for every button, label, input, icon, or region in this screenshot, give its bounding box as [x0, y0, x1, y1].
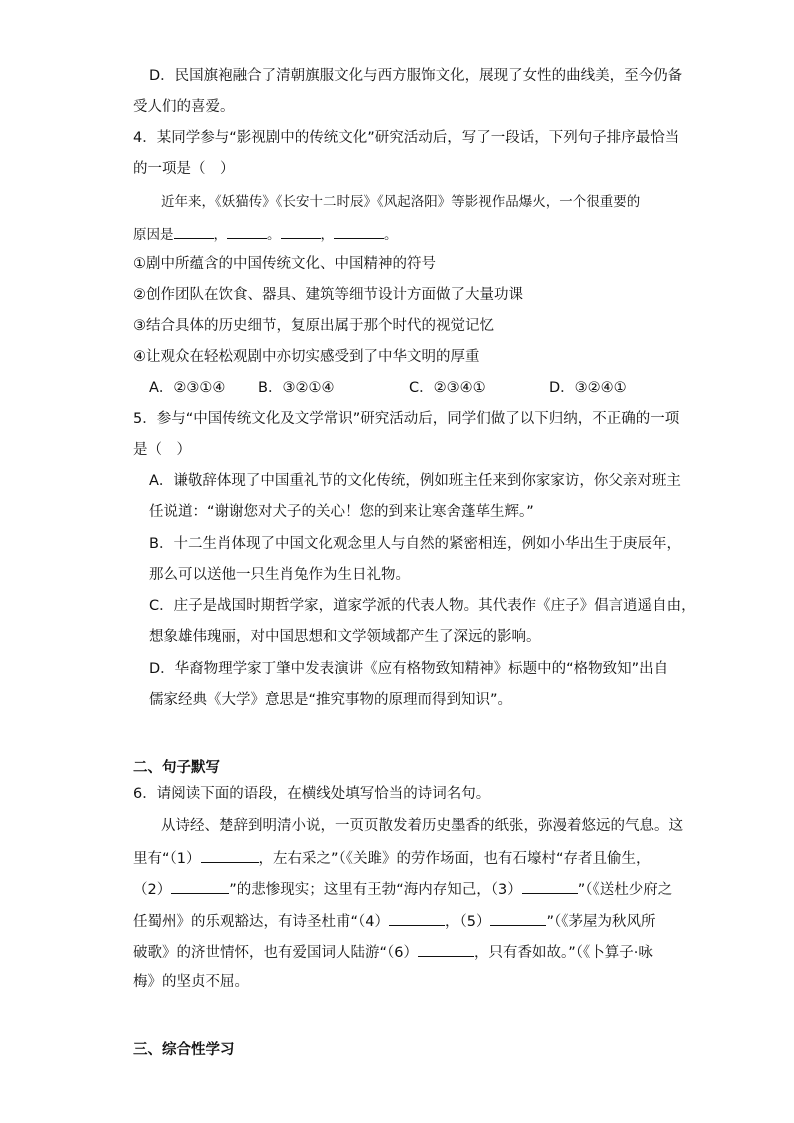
q4-option-a: A．②③①④ — [149, 380, 226, 396]
q4-blank-1 — [174, 223, 214, 239]
q6-passage-line2 — [133, 847, 651, 869]
q6-text: 里有“（1） — [133, 851, 201, 867]
q6-passage-line4 — [133, 910, 656, 932]
q4-item-1: ①剧中所蕴含的中国传统文化、中国精神的符号 — [133, 256, 436, 272]
q4-option-b: B．③②①④ — [258, 380, 335, 396]
q6-passage-line5 — [133, 941, 653, 963]
q4-item-4: ④让观众在轻松观剧中亦切实感受到了中华文明的厚重 — [133, 349, 480, 365]
q4-passage-prefix: 原因是 — [133, 227, 174, 243]
q5-option-d-line2: 儒家经典《大学》意思是“推究事物的原理而得到知识”。 — [149, 692, 513, 708]
section-3-title: 三、综合性学习 — [133, 1042, 235, 1058]
q6-text: ”的悲惨现实；这里有王勃“海内存知己，（3） — [229, 882, 522, 898]
q6-blank-1 — [201, 847, 259, 863]
q6-blank-4 — [389, 910, 445, 926]
q4-blank-4 — [334, 223, 384, 239]
q4-blank-3 — [281, 223, 321, 239]
q6-blank-2 — [171, 878, 229, 894]
q6-text: ，（5） — [445, 914, 491, 930]
q4-stem-line1: 4．某同学参与“影视剧中的传统文化”研究活动后，写了一段话，下列句子排序最恰当 — [133, 130, 680, 146]
q4-item-2: ②创作团队在饮食、器具、建筑等细节设计方面做了大量功课 — [133, 287, 523, 303]
q3-option-d-line2: 受人们的喜爱。 — [133, 99, 235, 115]
q4-blank-2 — [227, 223, 267, 239]
q6-passage-line6: 梅》的坚贞不屈。 — [133, 974, 249, 990]
q5-option-c-line1: C．庄子是战国时期哲学家，道家学派的代表人物。其代表作《庄子》倡言逍遥自由， — [149, 598, 696, 614]
q5-option-c-line2: 想象雄伟瑰丽，对中国思想和文学领域都产生了深远的影响。 — [149, 629, 541, 645]
q5-option-a-line2: 任说道：“谢谢您对犬子的关心！您的到来让寒舍蓬荜生辉。” — [149, 504, 534, 520]
q6-passage-line1: 从诗经、楚辞到明清小说，一页页散发着历史墨香的纸张，弥漫着悠远的气息。这 — [161, 818, 683, 834]
q4-passage-line2 — [133, 223, 398, 245]
q3-option-d-line1: D．民国旗袍融合了清朝旗服文化与西方服饰文化，展现了女性的曲线美，至今仍备 — [149, 68, 683, 84]
section-2-title: 二、句子默写 — [133, 760, 220, 776]
q4-sep: ， — [320, 227, 334, 243]
q6-text: （2） — [133, 882, 172, 898]
q6-passage-line3 — [133, 878, 672, 900]
q5-option-b-line1: B．十二生肖体现了中国文化观念里人与自然的紧密相连，例如小华出生于庚辰年， — [149, 536, 681, 552]
q4-sep: 。 — [267, 227, 281, 243]
q6-blank-6 — [418, 941, 474, 957]
q6-blank-3 — [522, 878, 578, 894]
q6-text: ，左右采之”（《关雎》的劳作场面，也有石壕村“存者且偷生， — [258, 851, 651, 867]
q4-sep: ， — [213, 227, 227, 243]
q6-text: ”（《送杜少府之 — [577, 882, 673, 898]
q4-sep: 。 — [384, 227, 398, 243]
q6-blank-5 — [490, 910, 546, 926]
q6-stem: 6．请阅读下面的语段，在横线处填写恰当的诗词名句。 — [133, 786, 491, 802]
q5-stem-line2: 是（ ） — [133, 442, 191, 458]
q5-stem-line1: 5．参与“中国传统文化及文学常识”研究活动后，同学们做了以下归纳，不正确的一项 — [133, 411, 680, 427]
q4-stem-line2: 的一项是（ ） — [133, 161, 235, 177]
q4-option-d: D．③②④① — [549, 380, 627, 396]
q6-text: ”（《茅屋为秋风所 — [546, 914, 656, 930]
q4-passage-line1: 近年来，《妖猫传》《长安十二时辰》《风起洛阳》等影视作品爆火，一个很重要的 — [161, 194, 641, 210]
q5-option-a-line1: A．谦敬辞体现了中国重礼节的文化传统，例如班主任来到你家家访，你父亲对班主 — [149, 473, 681, 489]
q6-text: ，只有香如故。”（《卜算子·咏 — [474, 945, 653, 961]
q5-option-b-line2: 那么可以送他一只生肖兔作为生日礼物。 — [149, 567, 410, 583]
q5-option-d-line1: D．华裔物理学家丁肇中发表演讲《应有格物致知精神》标题中的“格物致知”出自 — [149, 661, 669, 677]
q4-item-3: ③结合具体的历史细节，复原出属于那个时代的视觉记忆 — [133, 318, 494, 334]
q4-option-c: C．②③④① — [409, 380, 486, 396]
q6-text: 破歌》的济世情怀，也有爱国词人陆游“（6） — [133, 945, 418, 961]
q6-text: 任蜀州》的乐观豁达，有诗圣杜甫“（4） — [133, 914, 389, 930]
